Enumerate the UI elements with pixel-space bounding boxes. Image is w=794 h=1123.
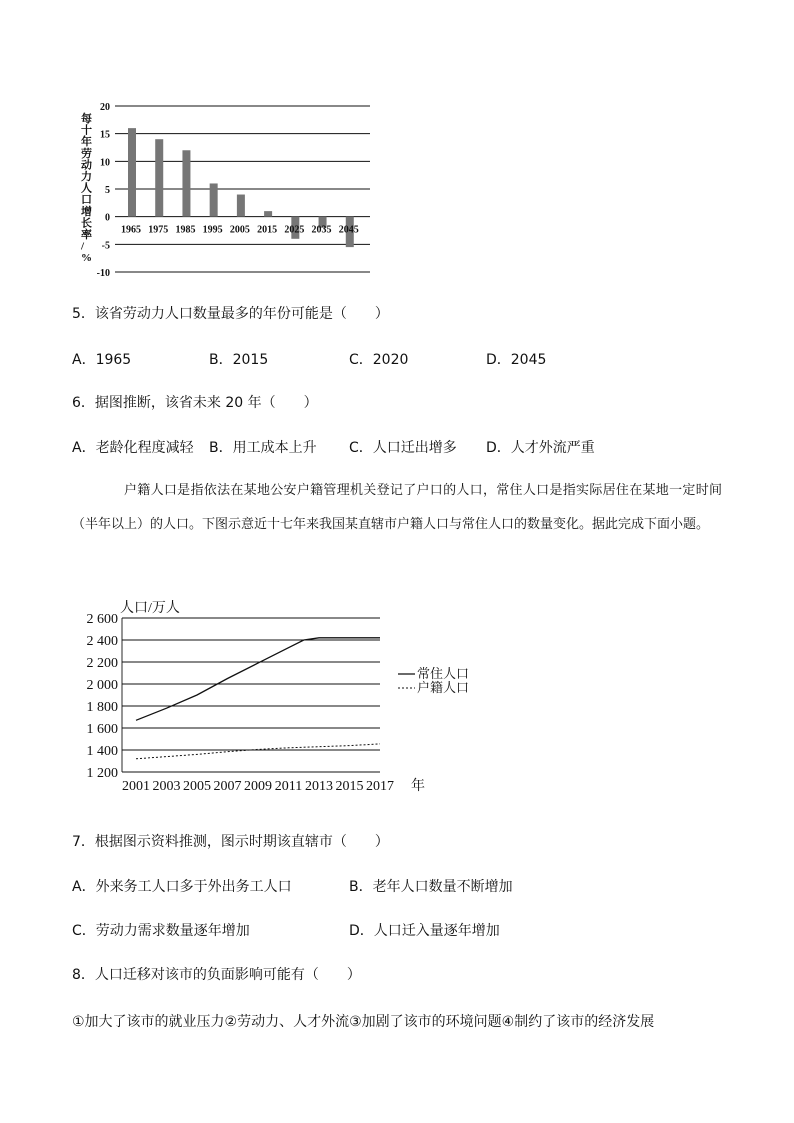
line-x-tick-label: 2013 [305,779,333,794]
bar-2015 [264,211,272,217]
bar-1995 [210,183,218,216]
line-x-tick-label: 2001 [122,779,150,794]
bar-x-tick-label: 1995 [202,224,223,236]
passage-text: 户籍人口是指依法在某地公安户籍管理机关登记了户口的人口，常住人口是指实际居住在某地一定时间（半年以上）的人口。下图示意近十七年来我国某直辖市户籍人口与常住人口的数量变化。据此完成下面小题。 [72,483,722,532]
bar-x-tick-label: 1975 [148,224,169,236]
line-y-tick-label: 2 600 [86,612,118,627]
bar-x-tick-label: 2025 [284,224,305,236]
line-y-tick-label: 1 600 [86,722,118,737]
line-x-tick-label: 2007 [213,779,242,794]
line-y-tick-label: 2 400 [86,634,118,649]
bar-y-tick-label: 10 [100,157,110,169]
reading-passage [72,474,722,542]
line-x-tick-label: 2011 [274,779,303,794]
line-y-tick-label: 2 000 [86,678,118,693]
line-x-tick-label: 2015 [335,779,364,794]
q6-option-a[interactable]: A．老龄化程度减轻 [72,440,194,456]
q5-option-d[interactable]: D．2045 [486,352,547,368]
q7-option-b[interactable]: B．老年人口数量不断增加 [349,879,513,895]
bar-1985 [182,150,190,216]
series-line-resident [136,638,380,721]
bar-1975 [155,139,163,216]
line-x-tick-label: 2003 [152,779,181,794]
bar-x-tick-label: 2035 [311,224,332,236]
bar-x-tick-label: 2015 [257,224,278,236]
q7-option-d[interactable]: D．人口迁入量逐年增加 [349,923,500,939]
q7-option-c[interactable]: C．劳动力需求数量逐年增加 [72,923,250,939]
q5-option-b[interactable]: B．2015 [209,352,269,368]
q7-option-a[interactable]: A．外来务工人口多于外出务工人口 [72,879,292,895]
q5-option-a[interactable]: A．1965 [72,352,132,368]
bar-1965 [128,128,136,217]
bar-x-tick-label: 2045 [338,224,359,236]
q8-statements: ①加大了该市的就业压力②劳动力、人才外流③加剧了该市的环境问题④制约了该市的经济发展 [72,1014,655,1030]
line-y-tick-label: 1 400 [86,744,118,759]
line-x-unit-label: 年 [411,779,425,794]
question-7-stem: 7．根据图示资料推测，图示时期该直辖市（ ） [72,834,389,850]
bar-y-tick-label: 20 [100,102,110,113]
bar-y-tick-label: -10 [96,268,110,279]
question-8-stem: 8．人口迁移对该市的负面影响可能有（ ） [72,967,361,983]
bar-2005 [237,195,245,217]
series-line-registered [136,744,380,759]
bar-x-tick-label: 1965 [121,224,141,236]
q6-option-d[interactable]: D．人才外流严重 [486,440,595,456]
bar-x-tick-label: 2005 [229,224,250,236]
line-y-tick-label: 2 200 [86,656,118,671]
bar-chart-y-axis-label: 每十年劳动力人口增长率/ % [81,113,92,265]
question-6-stem: 6．据图推断，该省未来 20 年（ ） [72,395,318,411]
population-line-chart [60,594,500,799]
line-y-tick-label: 1 800 [86,700,118,715]
legend-label-resident: 常住人口 [417,666,470,681]
q6-option-b[interactable]: B．用工成本上升 [209,440,317,456]
q6-option-c[interactable]: C．人口迁出增多 [349,440,457,456]
legend-label-registered: 户籍人口 [417,680,470,695]
line-y-tick-label: 1 200 [86,766,118,781]
bar-y-tick-label: -5 [101,240,110,252]
bar-x-tick-label: 1985 [175,224,196,236]
bar-y-tick-label: 5 [105,185,110,196]
labor-growth-bar-chart [60,90,390,290]
bar-y-tick-label: 0 [105,212,110,224]
line-x-tick-label: 2009 [244,779,272,794]
q5-option-c[interactable]: C．2020 [349,352,409,368]
line-chart-y-axis-label: 人口/万人 [120,601,180,616]
line-x-tick-label: 2005 [183,779,211,794]
question-5-stem: 5．该省劳动力人口数量最多的年份可能是（ ） [72,306,389,322]
line-x-tick-label: 2017 [366,779,394,794]
bar-y-tick-label: 15 [100,129,110,141]
